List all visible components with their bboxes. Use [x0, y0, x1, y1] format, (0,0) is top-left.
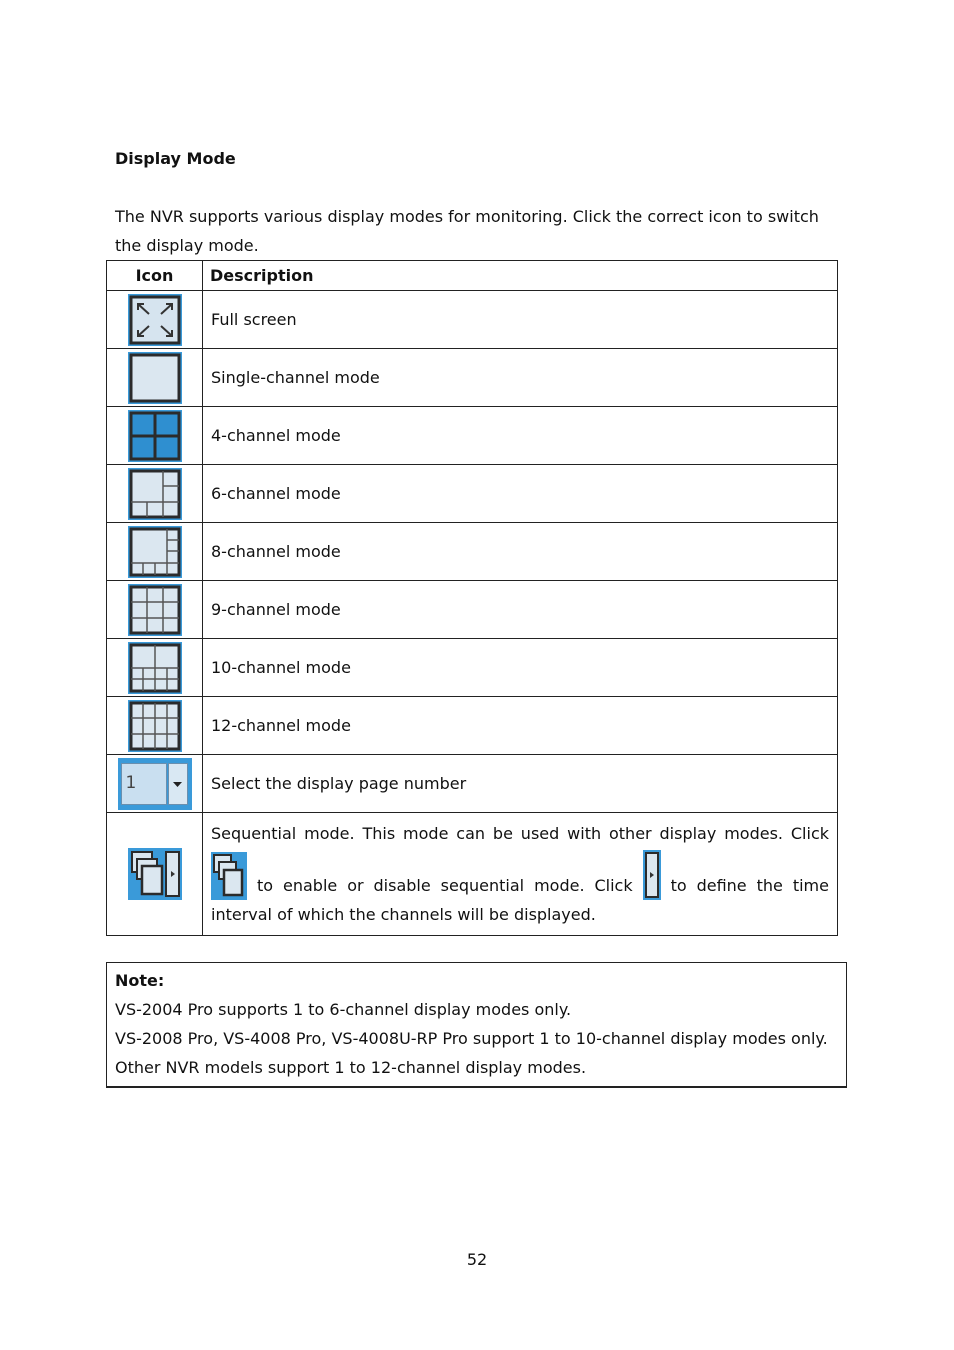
note-line: VS-2004 Pro supports 1 to 6-channel display modes only. [115, 1000, 572, 1019]
section-heading: Display Mode [115, 149, 236, 168]
table-row [107, 291, 838, 349]
sequence-interval-icon[interactable] [643, 850, 661, 900]
row-description: 4-channel mode [203, 407, 838, 465]
table-row [107, 465, 838, 523]
row-description: 9-channel mode [203, 581, 838, 639]
single-channel-icon[interactable] [128, 352, 182, 404]
row-description: 12-channel mode [203, 697, 838, 755]
row-description: 6-channel mode [203, 465, 838, 523]
table-row [107, 697, 838, 755]
intro-paragraph: The NVR supports various display modes for monitoring. Click the correct icon to switch the display mode. [115, 207, 819, 255]
header-description: Description [203, 261, 838, 291]
sequential-text-1: Sequential mode. This mode can be used with other display modes. Click [211, 824, 829, 843]
page-number-value: 1 [125, 772, 137, 793]
note-box [106, 962, 847, 1088]
eight-channel-icon[interactable] [128, 526, 182, 578]
table-row [107, 349, 838, 407]
note-line: VS-2008 Pro, VS-4008 Pro, VS-4008U-RP Pro support 1 to 10-channel display modes only. [115, 1029, 828, 1048]
note-line: Other NVR models support 1 to 12-channel display modes. [115, 1058, 587, 1077]
table-row [107, 639, 838, 697]
row-description: 10-channel mode [203, 639, 838, 697]
four-channel-icon[interactable] [128, 410, 182, 462]
fullscreen-icon[interactable] [128, 294, 182, 346]
sequential-mode-icon[interactable] [128, 848, 182, 900]
note-title: Note: [115, 971, 165, 990]
row-description: Single-channel mode [203, 349, 838, 407]
six-channel-icon[interactable] [128, 468, 182, 520]
row-description: Select the display page number [203, 755, 838, 813]
header-icon: Icon [107, 261, 203, 291]
display-mode-table [106, 260, 838, 936]
chevron-down-icon[interactable] [168, 763, 188, 805]
ten-channel-icon[interactable] [128, 642, 182, 694]
table-row [107, 755, 838, 813]
sequential-description [203, 813, 838, 936]
table-row [107, 581, 838, 639]
twelve-channel-icon[interactable] [128, 700, 182, 752]
sequential-text-3: to define the time interval of which the channels will be displayed. [211, 876, 829, 924]
table-row [107, 523, 838, 581]
row-description: 8-channel mode [203, 523, 838, 581]
sequential-toggle-icon[interactable] [211, 852, 247, 900]
page-select-dropdown[interactable] [118, 758, 192, 810]
page-number: 52 [466, 1250, 488, 1269]
sequential-text-2: to enable or disable sequential mode. Click [256, 876, 633, 895]
nine-channel-icon[interactable] [128, 584, 182, 636]
table-row [107, 407, 838, 465]
table-row [107, 813, 838, 936]
row-description: Full screen [203, 291, 838, 349]
